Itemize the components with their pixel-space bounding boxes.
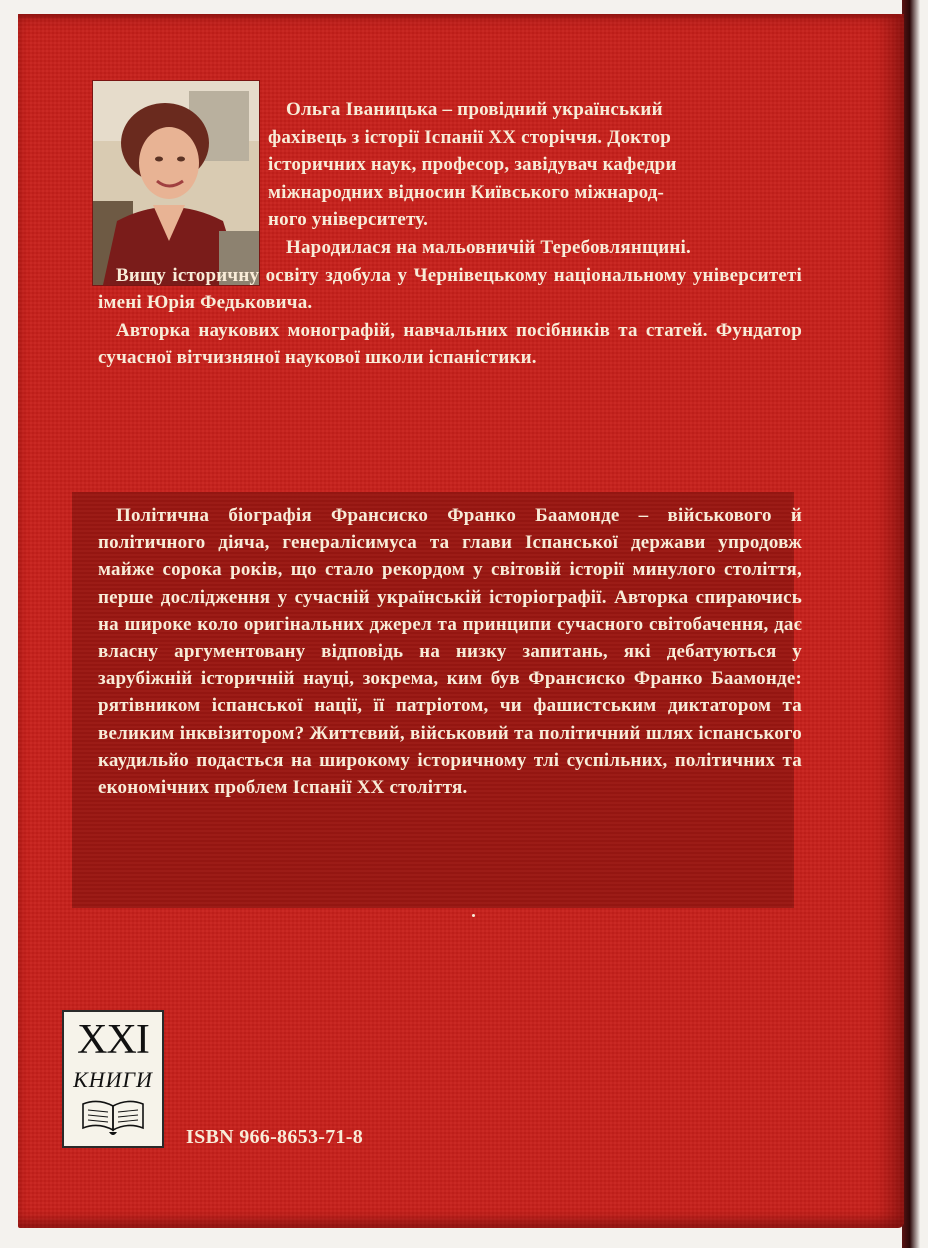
open-book-icon bbox=[80, 1098, 146, 1143]
intro-line: фахівець з історії Іспанії ХХ сторіччя. Доктор bbox=[268, 126, 672, 148]
cover-top-shadow bbox=[18, 14, 904, 20]
publisher-logo bbox=[62, 1010, 164, 1148]
logo-numeral: XXI bbox=[77, 1017, 149, 1063]
book-description-text: Політична біографія Франсиско Франко Баамонде – військового й політичного діяча, генералісимуса та глави Іспанської держави упродовж майже сорока років, що стало рекордом у світовій історії минулого століття, перше дослідження у сучасній українській історіографії. Авторка спираючись на широке коло оригінальних джерел та принципи сучасного світобачення, дає власну аргументовану відповідь на низку запитань, які дебатуються у зарубіжній історичній науці, зокрема, ким був Франсиско Франко Баамонде: рятівником іспанської нації, її патріотом, чи фашистським диктатором та великим інквізитором? Життєвий, військовий та політичний шлях іспанського каудильйо подасться на широкому історичному тлі суспільних, політичних та економічних проблем Іспанії ХХ століття. bbox=[98, 505, 802, 799]
intro-line: Ольга Іваницька – провідний український bbox=[286, 99, 663, 120]
scan-background-edge bbox=[902, 0, 928, 1248]
logo-word: КНИГИ bbox=[73, 1067, 153, 1092]
intro-line: ного університету. bbox=[268, 209, 429, 231]
isbn: ISBN 966-8653-71-8 bbox=[186, 1126, 364, 1148]
author-intro bbox=[268, 96, 802, 234]
print-speck bbox=[472, 914, 475, 917]
intro-line: міжнародних відносин Київського міжнарод- bbox=[268, 181, 665, 203]
author-bio bbox=[98, 96, 802, 372]
author-education: Вищу історичну освіту здобула у Чернівецькому національному університеті імені Юрія Федьковича. bbox=[98, 264, 802, 314]
book-description bbox=[98, 502, 802, 801]
author-birthplace: Народилася на мальовничій Теребовлянщині. bbox=[286, 236, 691, 258]
author-works: Авторка наукових монографій, навчальних посібників та статей. Фундатор сучасної вітчизняної наукової школи іспаністики. bbox=[98, 319, 802, 369]
intro-line: історичних наук, професор, завідувач кафедри bbox=[268, 154, 677, 176]
